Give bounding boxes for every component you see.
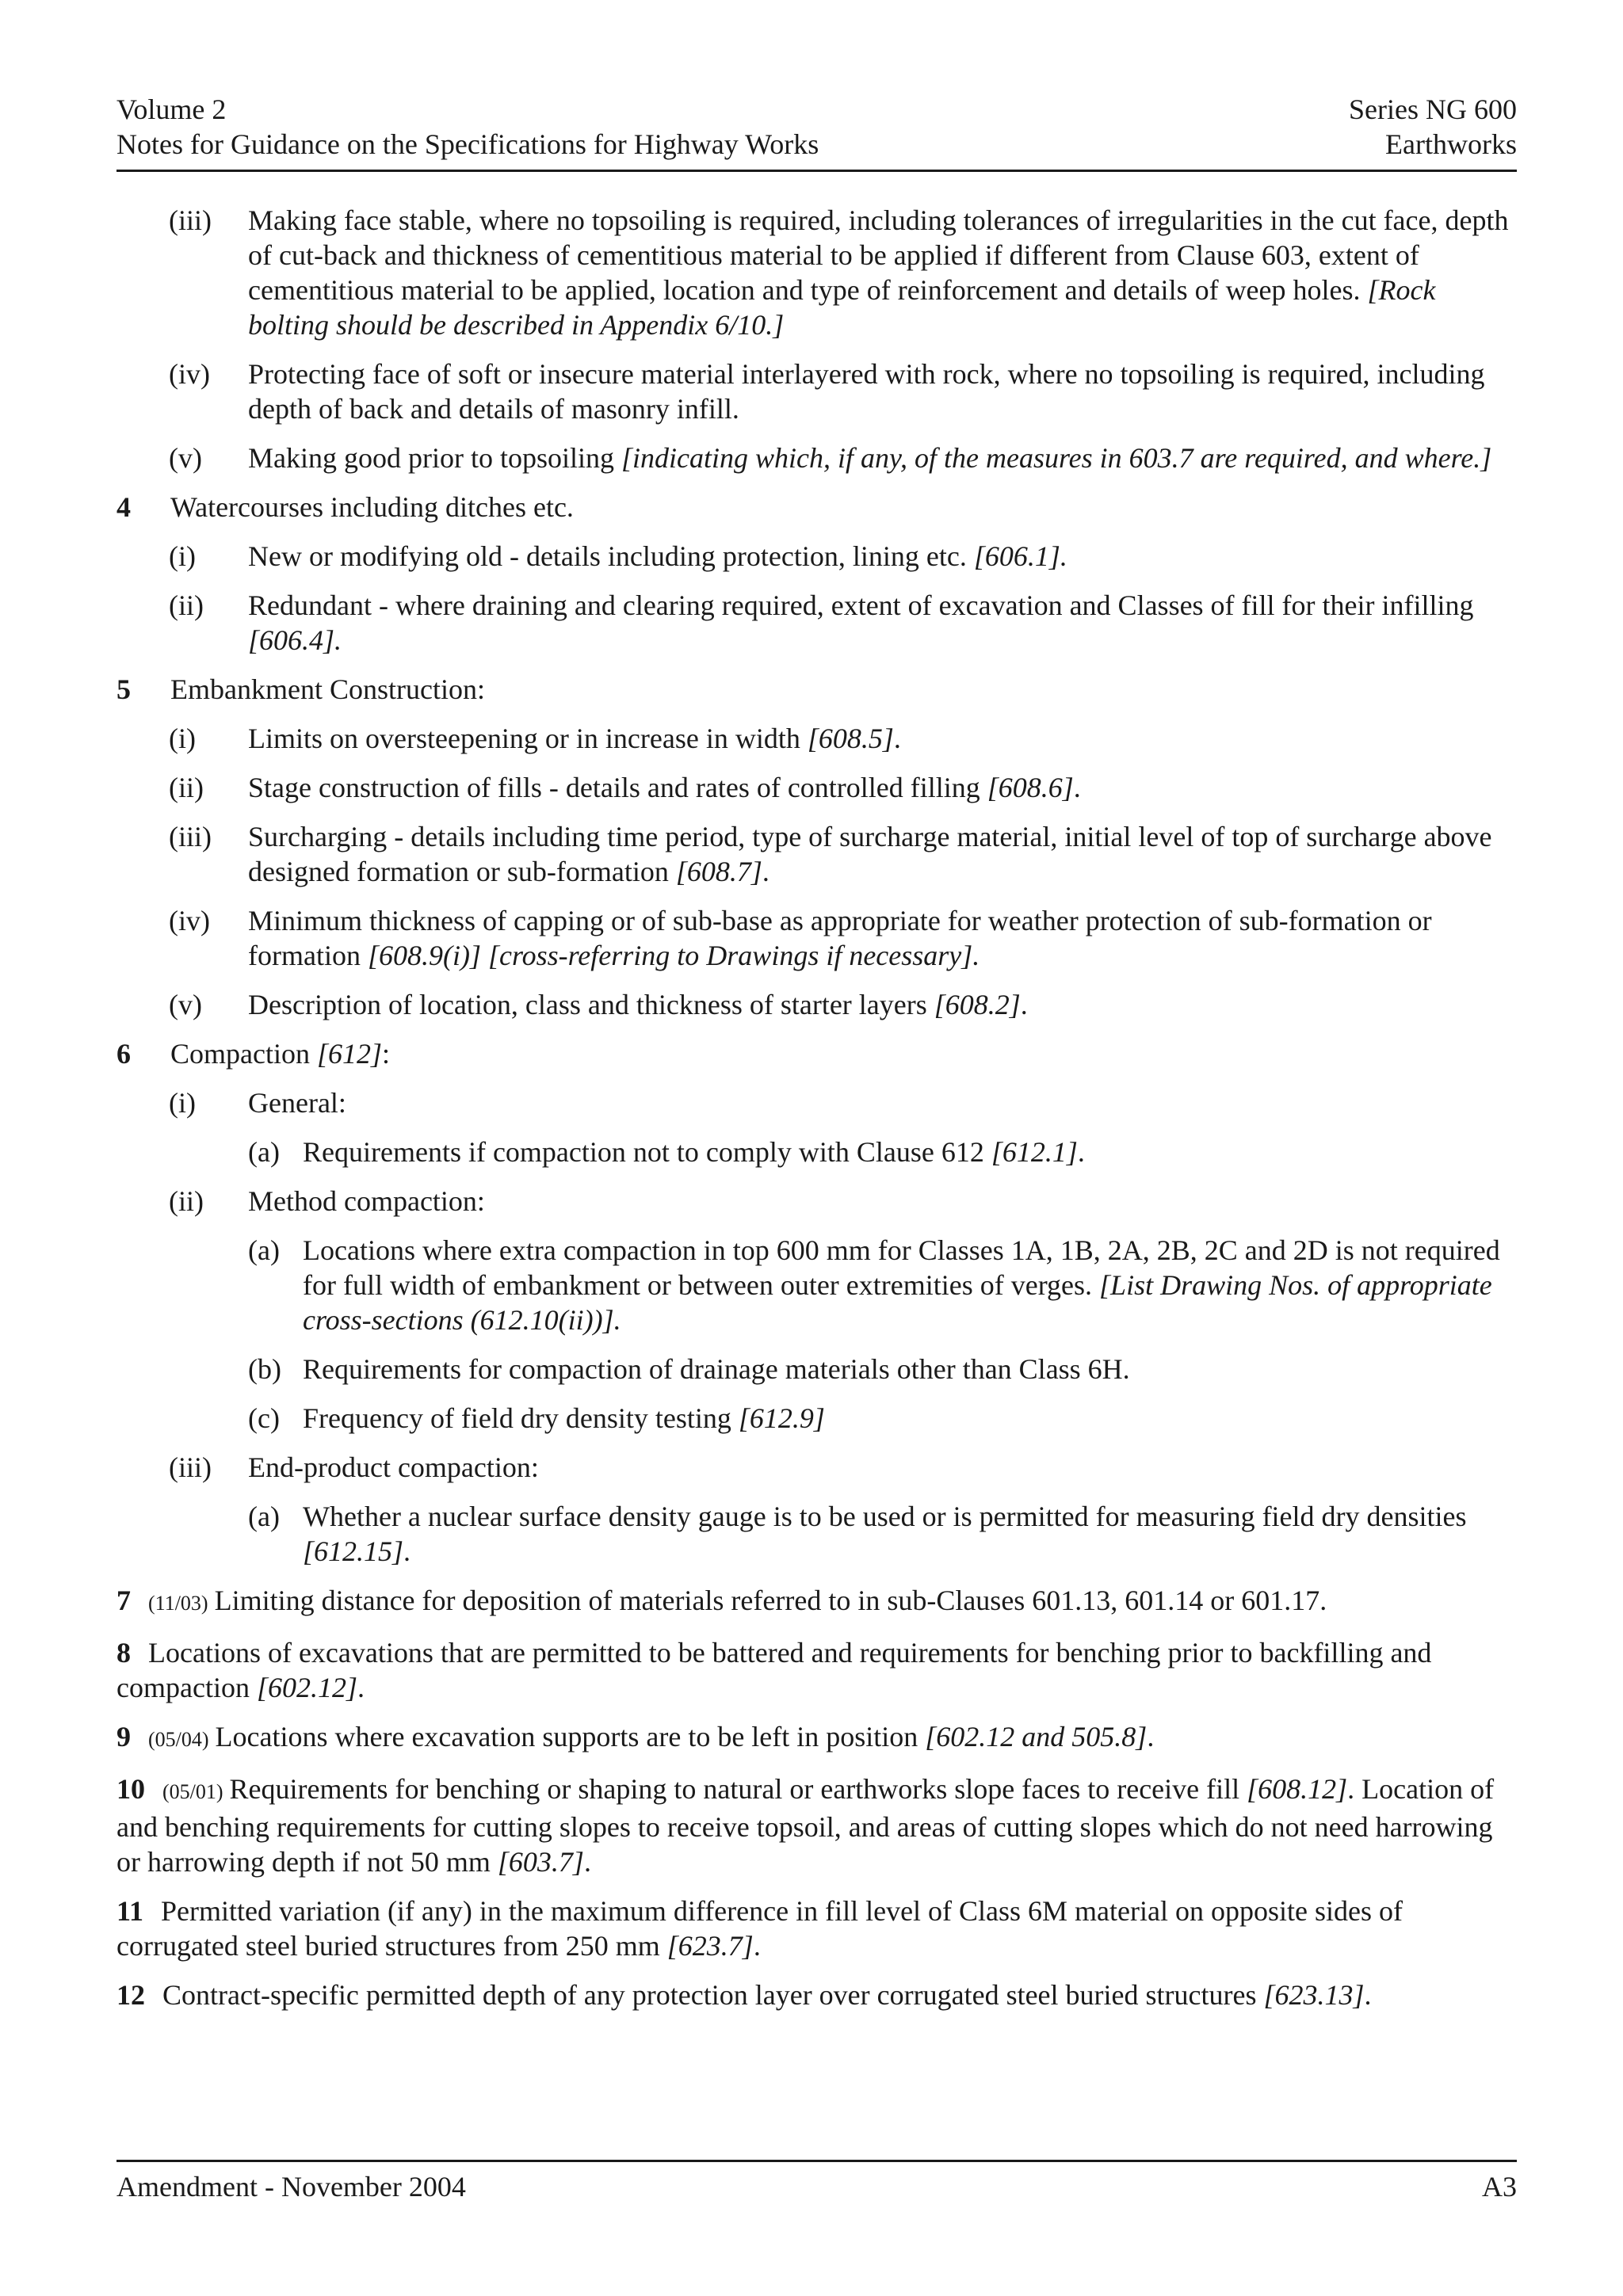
item-punct: . xyxy=(753,1930,761,1962)
item-text: Surcharging - details including time period, type of surcharge material, initial level of top of surcharge above designed formation or sub-formation xyxy=(248,821,1492,887)
item-label: (iv) xyxy=(169,358,210,390)
item-text: New or modifying old - details including protection, lining etc. xyxy=(248,540,974,572)
item-punct: . xyxy=(357,1672,365,1703)
volume-label: Volume 2 xyxy=(116,93,227,125)
amendment-tag: (11/03) xyxy=(148,1592,208,1615)
item-reference: [606.1]. xyxy=(973,540,1067,572)
item-text: End-product compaction: xyxy=(248,1451,539,1483)
list-item xyxy=(116,987,1517,1022)
list-item xyxy=(116,1085,1517,1120)
list-item xyxy=(116,441,1517,475)
list-subitem xyxy=(116,1499,1517,1569)
item-reference: [608.12] xyxy=(1247,1773,1348,1805)
item-label: (i) xyxy=(169,540,196,572)
item-reference: [indicating which, if any, of the measures in 603.7 are required, and where.] xyxy=(621,442,1492,474)
numbered-item xyxy=(116,672,1517,707)
list-item xyxy=(116,721,1517,756)
item-reference: [608.5] xyxy=(807,723,894,754)
footer-rule xyxy=(116,2160,1517,2162)
item-reference: [Rock bolting should be described in Appendix 6/10.] xyxy=(248,274,1436,341)
item-text: Contract-specific permitted depth of any protection layer over corrugated steel buried structures xyxy=(162,1979,1264,2011)
item-reference: [608.6] xyxy=(987,772,1074,803)
header-rule xyxy=(116,170,1517,172)
item-reference: [612.9] xyxy=(738,1402,825,1434)
list-item xyxy=(116,819,1517,889)
item-number: 7 xyxy=(116,1585,131,1616)
item-reference: [623.13] xyxy=(1263,1979,1365,2011)
item-text: Permitted variation (if any) in the maximum difference in fill level of Class 6M material on opposite sides of corrugated steel buried structures from 250 mm xyxy=(116,1895,1403,1962)
item-label: (v) xyxy=(169,989,202,1020)
list-item xyxy=(116,1184,1517,1219)
footer-amendment: Amendment - November 2004 xyxy=(116,2171,466,2203)
item-reference: [List Drawing Nos. of appropriate cross-sections (612.10(ii))]. xyxy=(303,1269,1492,1336)
item-number: 12 xyxy=(116,1979,145,2011)
item-text: Requirements for compaction of drainage materials other than Class 6H. xyxy=(303,1353,1130,1385)
item-label: (iii) xyxy=(169,821,212,852)
list-item xyxy=(116,903,1517,973)
item-reference: [608.7] xyxy=(675,856,762,887)
series-label: Series NG 600 xyxy=(1349,93,1517,125)
item-text: Requirements for benching or shaping to natural or earthworks slope faces to receive fill xyxy=(229,1773,1247,1805)
item-number: 6 xyxy=(116,1038,131,1070)
item-text: Watercourses including ditches etc. xyxy=(170,491,574,523)
item-label: (a) xyxy=(248,1501,280,1532)
running-header-right xyxy=(1349,92,1517,162)
item-text: Locations of excavations that are permitted to be battered and requirements for benching prior to backfilling and compaction xyxy=(116,1637,1432,1703)
numbered-item xyxy=(116,490,1517,524)
paragraph-item xyxy=(116,1719,1517,1757)
item-number: 11 xyxy=(116,1895,144,1927)
item-number: 8 xyxy=(116,1637,131,1669)
item-reference: [602.12] xyxy=(256,1672,357,1703)
item-text: Locations where excavation supports are to be left in position xyxy=(215,1721,926,1753)
item-text: Making good prior to topsoiling xyxy=(248,442,621,474)
item-label: (a) xyxy=(248,1234,280,1266)
item-label: (ii) xyxy=(169,772,204,803)
paragraph-item xyxy=(116,1772,1517,1879)
item-label: (b) xyxy=(248,1353,281,1385)
item-text: Embankment Construction: xyxy=(170,673,485,705)
item-punct: : xyxy=(382,1038,391,1070)
item-text: Locations where extra compaction in top 600 mm for Classes 1A, 1B, 2A, 2B, 2C and 2D is not required for full width of embankment or between outer extremities of verges. xyxy=(303,1234,1500,1301)
item-text: Making face stable, where no topsoiling is required, including tolerances of irregularities in the cut face, depth of cut-back and thickness of cementitious material to be applied if different from Clause 603, extent of cementitious material to be applied, location and type of reinforcement and details of weep holes. xyxy=(248,204,1509,306)
item-text: Method compaction: xyxy=(248,1185,485,1217)
item-label: (iii) xyxy=(169,204,212,236)
item-text: Minimum thickness of capping or of sub-base as appropriate for weather protection of sub-formation or formation xyxy=(248,905,1432,971)
item-text: Compaction xyxy=(170,1038,317,1070)
item-reference: [606.4]. xyxy=(248,624,342,656)
item-number: 4 xyxy=(116,491,131,523)
list-subitem xyxy=(116,1401,1517,1436)
item-punct: . xyxy=(762,856,769,887)
item-punct: . xyxy=(893,723,901,754)
item-punct: . xyxy=(403,1535,411,1567)
amendment-tag: (05/04) xyxy=(148,1728,209,1751)
item-text: Protecting face of soft or insecure material interlayered with rock, where no topsoiling is required, including depth of back and details of masonry infill. xyxy=(248,358,1485,425)
amendment-tag: (05/01) xyxy=(162,1780,223,1803)
item-punct: . xyxy=(1364,1979,1372,2011)
paragraph-item xyxy=(116,1894,1517,1963)
section-title: Earthworks xyxy=(1385,128,1517,160)
item-label: (i) xyxy=(169,1087,196,1119)
list-item xyxy=(116,770,1517,805)
list-item xyxy=(116,588,1517,658)
item-text: General: xyxy=(248,1087,346,1119)
item-reference: [612.1] xyxy=(991,1136,1078,1168)
item-label: (v) xyxy=(169,442,202,474)
item-reference: [623.7] xyxy=(666,1930,754,1962)
numbered-item xyxy=(116,1036,1517,1071)
list-item xyxy=(116,357,1517,426)
item-reference: [608.2] xyxy=(934,989,1021,1020)
item-reference: [612] xyxy=(316,1038,383,1070)
item-label: (i) xyxy=(169,723,196,754)
item-punct: . xyxy=(1020,989,1028,1020)
item-label: (iii) xyxy=(169,1451,212,1483)
item-number: 5 xyxy=(116,673,131,705)
item-label: (c) xyxy=(248,1402,280,1434)
item-reference: [603.7] xyxy=(497,1846,584,1878)
item-text: Stage construction of fills - details and rates of controlled filling xyxy=(248,772,987,803)
paragraph-item xyxy=(116,1583,1517,1621)
item-reference: [608.9(i)] [cross-referring to Drawings if necessary]. xyxy=(367,940,980,971)
list-item xyxy=(116,1450,1517,1485)
item-punct: . xyxy=(1147,1721,1155,1753)
list-subitem xyxy=(116,1233,1517,1337)
item-text: Description of location, class and thickness of starter layers xyxy=(248,989,934,1020)
paragraph-item xyxy=(116,1635,1517,1705)
item-punct: . xyxy=(583,1846,591,1878)
list-item xyxy=(116,539,1517,574)
document-title: Notes for Guidance on the Specifications for Highway Works xyxy=(116,128,819,160)
page-number: A3 xyxy=(1482,2171,1517,2203)
item-reference: [612.15] xyxy=(303,1535,404,1567)
item-text: Redundant - where draining and clearing required, extent of excavation and Classes of fill for their infilling xyxy=(248,589,1474,621)
item-text-continued: . Location of and benching requirements for cutting slopes to receive topsoil, and areas of cutting slopes which do not need harrowing or harrowing depth if not 50 mm xyxy=(116,1773,1495,1878)
list-subitem xyxy=(116,1135,1517,1169)
running-header-left xyxy=(116,92,819,162)
body-content xyxy=(116,203,1517,2027)
item-punct: . xyxy=(1073,772,1081,803)
item-text: Requirements if compaction not to comply with Clause 612 xyxy=(303,1136,991,1168)
item-text: Limiting distance for deposition of materials referred to in sub-Clauses 601.13, 601.14 or 601.17. xyxy=(214,1585,1327,1616)
item-number: 10 xyxy=(116,1773,145,1805)
item-text: Limits on oversteepening or in increase in width xyxy=(248,723,808,754)
item-reference: [602.12 and 505.8] xyxy=(925,1721,1148,1753)
item-text: Frequency of field dry density testing xyxy=(303,1402,739,1434)
list-item xyxy=(116,203,1517,342)
paragraph-item xyxy=(116,1978,1517,2012)
list-subitem xyxy=(116,1352,1517,1386)
item-label: (iv) xyxy=(169,905,210,936)
item-punct: . xyxy=(1077,1136,1085,1168)
item-text: Whether a nuclear surface density gauge is to be used or is permitted for measuring field dry densities xyxy=(303,1501,1467,1532)
item-label: (ii) xyxy=(169,589,204,621)
item-label: (ii) xyxy=(169,1185,204,1217)
item-label: (a) xyxy=(248,1136,280,1168)
item-number: 9 xyxy=(116,1721,131,1753)
